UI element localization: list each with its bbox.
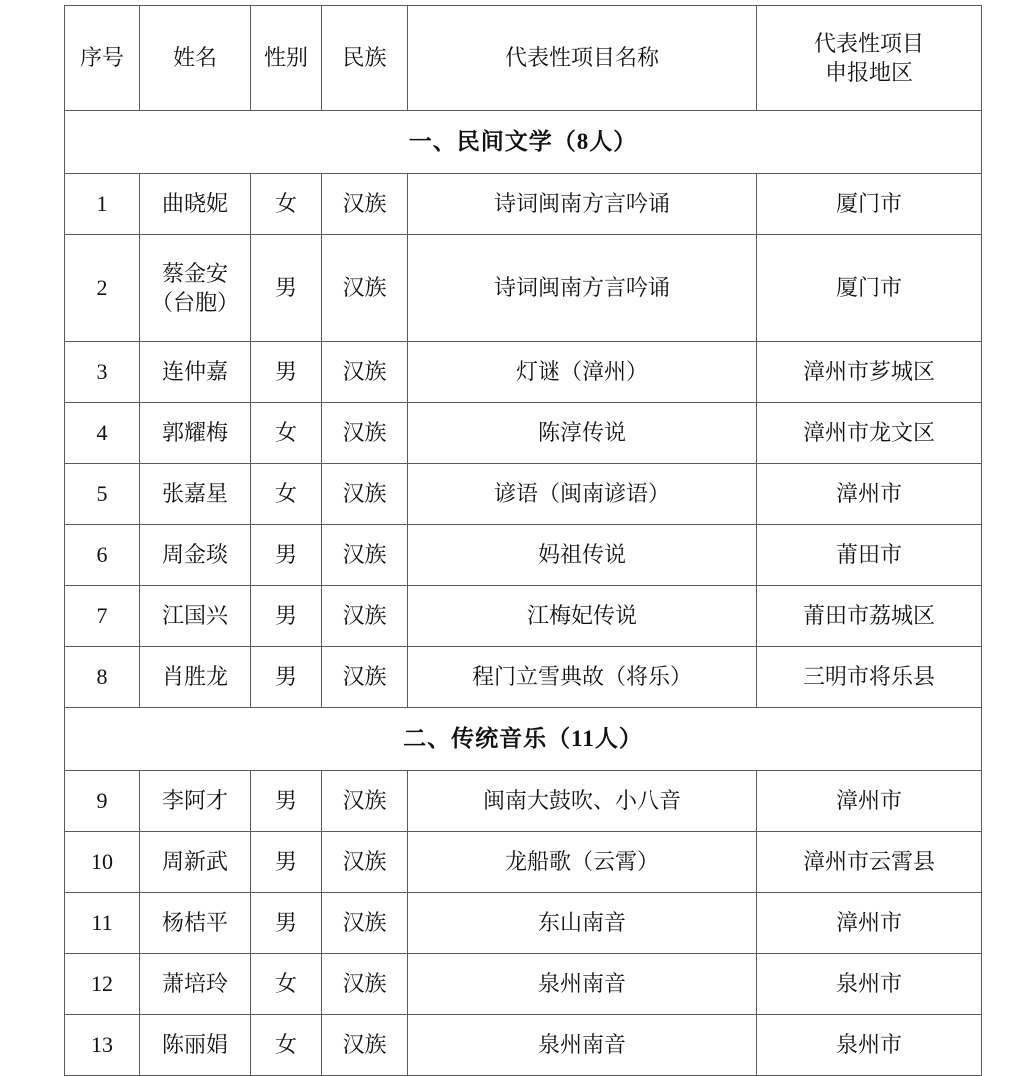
column-header-gender: 性别 <box>251 6 322 111</box>
column-header-region-line1: 代表性项目 <box>813 30 924 56</box>
cell-project: 闽南大鼓吹、小八音 <box>408 771 757 832</box>
cell-project: 妈祖传说 <box>408 525 757 586</box>
cell-gender: 男 <box>251 771 322 832</box>
cell-gender: 女 <box>251 1015 322 1076</box>
table-row <box>65 954 982 1015</box>
table-header <box>65 6 982 111</box>
cell-ethnic: 汉族 <box>322 1015 408 1076</box>
cell-ethnic: 汉族 <box>322 893 408 954</box>
section-heading-folk-literature: 一、民间文学（8人） <box>65 111 982 174</box>
cell-project: 程门立雪典故（将乐） <box>408 647 757 708</box>
cell-gender: 男 <box>251 832 322 893</box>
cell-name: 周新武 <box>140 832 251 893</box>
column-header-seq: 序号 <box>65 6 140 111</box>
table-row <box>65 586 982 647</box>
cell-gender: 男 <box>251 893 322 954</box>
table-row <box>65 342 982 403</box>
cell-project: 泉州南音 <box>408 954 757 1015</box>
cell-project: 陈淳传说 <box>408 403 757 464</box>
section-heading-traditional-music: 二、传统音乐（11人） <box>65 708 982 771</box>
cell-ethnic: 汉族 <box>322 586 408 647</box>
cell-region: 漳州市 <box>757 464 982 525</box>
cell-region: 泉州市 <box>757 1015 982 1076</box>
table-row <box>65 174 982 235</box>
cell-name: 江国兴 <box>140 586 251 647</box>
cell-seq: 13 <box>65 1015 140 1076</box>
cell-region: 三明市将乐县 <box>757 647 982 708</box>
cell-ethnic: 汉族 <box>322 954 408 1015</box>
cell-gender: 男 <box>251 525 322 586</box>
cell-project: 东山南音 <box>408 893 757 954</box>
cell-name-line1: 蔡金安 <box>161 260 228 286</box>
table-row <box>65 893 982 954</box>
cell-ethnic: 汉族 <box>322 647 408 708</box>
column-header-name: 姓名 <box>140 6 251 111</box>
cell-gender: 男 <box>251 586 322 647</box>
cell-name <box>140 235 251 342</box>
cell-project: 泉州南音 <box>408 1015 757 1076</box>
header-row <box>65 6 982 111</box>
cell-name: 李阿才 <box>140 771 251 832</box>
cell-seq: 8 <box>65 647 140 708</box>
cell-name: 张嘉星 <box>140 464 251 525</box>
cell-region: 漳州市 <box>757 771 982 832</box>
cell-name: 郭耀梅 <box>140 403 251 464</box>
cell-seq: 5 <box>65 464 140 525</box>
cell-ethnic: 汉族 <box>322 235 408 342</box>
column-header-project: 代表性项目名称 <box>408 6 757 111</box>
cell-region: 泉州市 <box>757 954 982 1015</box>
section-heading-row <box>65 708 982 771</box>
cell-ethnic: 汉族 <box>322 525 408 586</box>
cell-seq: 7 <box>65 586 140 647</box>
column-header-region-line2: 申报地区 <box>824 60 913 85</box>
representative-inheritors-table <box>64 5 982 1076</box>
table-row <box>65 647 982 708</box>
table-row <box>65 464 982 525</box>
cell-seq: 12 <box>65 954 140 1015</box>
table-row <box>65 403 982 464</box>
cell-ethnic: 汉族 <box>322 464 408 525</box>
cell-gender: 女 <box>251 464 322 525</box>
cell-ethnic: 汉族 <box>322 174 408 235</box>
table-row <box>65 771 982 832</box>
cell-region: 漳州市云霄县 <box>757 832 982 893</box>
cell-project: 龙船歌（云霄） <box>408 832 757 893</box>
cell-gender: 女 <box>251 403 322 464</box>
cell-region: 莆田市荔城区 <box>757 586 982 647</box>
cell-region: 漳州市芗城区 <box>757 342 982 403</box>
cell-ethnic: 汉族 <box>322 832 408 893</box>
cell-region: 漳州市 <box>757 893 982 954</box>
cell-gender: 女 <box>251 954 322 1015</box>
cell-name: 周金琰 <box>140 525 251 586</box>
table-row <box>65 235 982 342</box>
cell-region: 漳州市龙文区 <box>757 403 982 464</box>
cell-ethnic: 汉族 <box>322 403 408 464</box>
cell-seq: 11 <box>65 893 140 954</box>
cell-seq: 9 <box>65 771 140 832</box>
table-body <box>65 111 982 1076</box>
cell-ethnic: 汉族 <box>322 342 408 403</box>
cell-region: 厦门市 <box>757 174 982 235</box>
cell-name: 曲晓妮 <box>140 174 251 235</box>
cell-seq: 2 <box>65 235 140 342</box>
cell-project: 谚语（闽南谚语） <box>408 464 757 525</box>
cell-gender: 男 <box>251 647 322 708</box>
column-header-ethnic: 民族 <box>322 6 408 111</box>
cell-project: 江梅妃传说 <box>408 586 757 647</box>
column-header-region <box>757 6 982 111</box>
cell-name: 杨桔平 <box>140 893 251 954</box>
section-heading-row <box>65 111 982 174</box>
table-row <box>65 1015 982 1076</box>
cell-gender: 女 <box>251 174 322 235</box>
table-row <box>65 832 982 893</box>
cell-seq: 3 <box>65 342 140 403</box>
table-row <box>65 525 982 586</box>
cell-name: 萧培玲 <box>140 954 251 1015</box>
cell-seq: 4 <box>65 403 140 464</box>
cell-project: 诗词闽南方言吟诵 <box>408 174 757 235</box>
cell-gender: 男 <box>251 235 322 342</box>
cell-seq: 10 <box>65 832 140 893</box>
cell-ethnic: 汉族 <box>322 771 408 832</box>
cell-project: 诗词闽南方言吟诵 <box>408 235 757 342</box>
cell-gender: 男 <box>251 342 322 403</box>
cell-seq: 1 <box>65 174 140 235</box>
cell-region: 厦门市 <box>757 235 982 342</box>
cell-name: 肖胜龙 <box>140 647 251 708</box>
cell-region: 莆田市 <box>757 525 982 586</box>
cell-name: 连仲嘉 <box>140 342 251 403</box>
cell-seq: 6 <box>65 525 140 586</box>
cell-name: 陈丽娟 <box>140 1015 251 1076</box>
cell-name-line2: （台胞） <box>150 290 239 315</box>
cell-project: 灯谜（漳州） <box>408 342 757 403</box>
